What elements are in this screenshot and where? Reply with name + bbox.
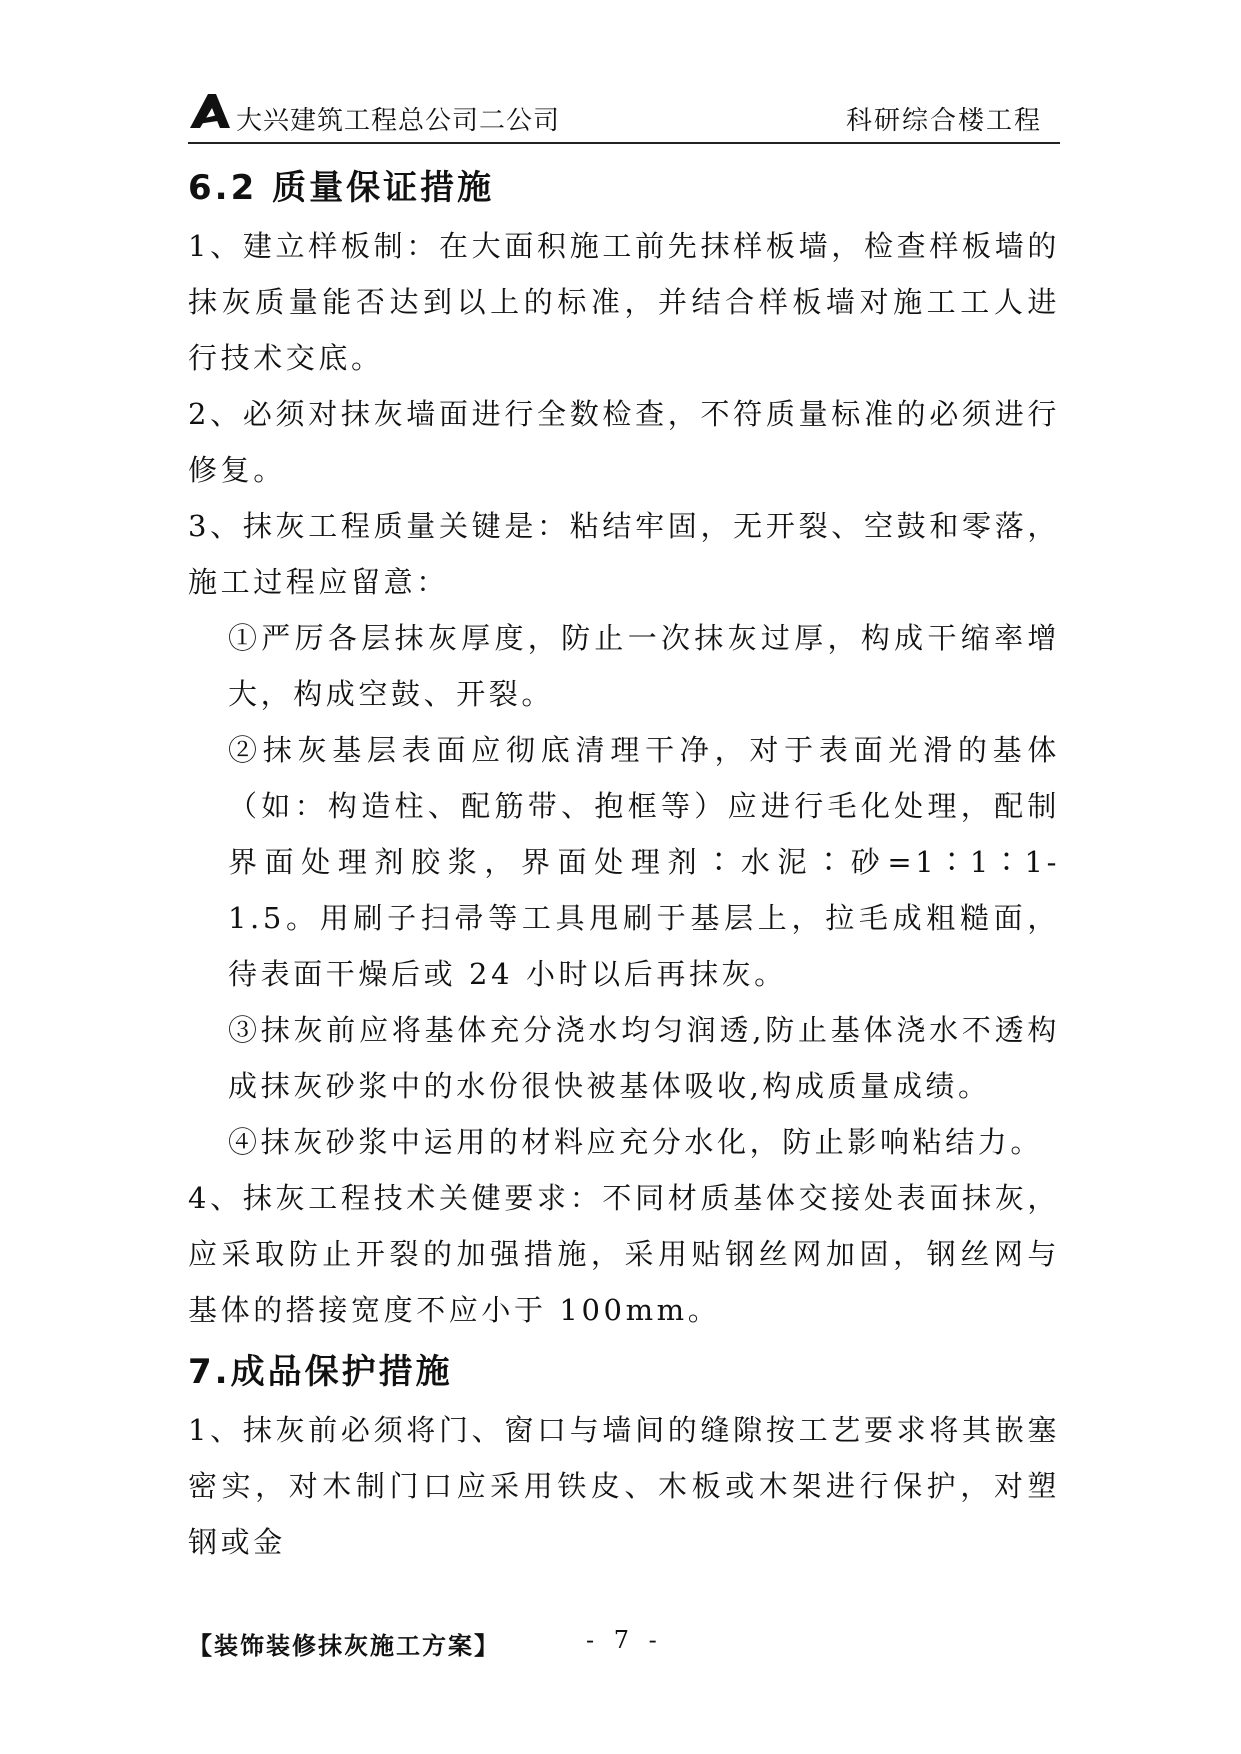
paragraph-2: 2、必须对抹灰墙面进行全数检查，不符质量标准的必须进行修复。 xyxy=(188,397,1060,487)
sub-item-1: ①严厉各层抹灰厚度，防止一次抹灰过厚，构成干缩率增大，构成空鼓、开裂。 xyxy=(228,621,1060,711)
page-header xyxy=(188,86,1060,144)
company-logo-icon xyxy=(188,92,232,130)
sub-item-2: ②抹灰基层表面应彻底清理干净，对于表面光滑的基体（如：构造柱、配筋带、抱框等）应进行毛化处理，配制界面处理剂胶浆，界面处理剂∶水泥∶砂=1∶1∶1-1.5。用刷子扫帚等工具甩刷于基层上，拉毛成粗糙面，待表面干燥后或 24 小时以后再抹灰。 xyxy=(228,733,1060,991)
sub-item-3: ③抹灰前应将基体充分浇水均匀润透,防止基体浇水不透构成抹灰砂浆中的水份很快被基体吸收,构成质量成绩。 xyxy=(228,1013,1060,1103)
section-heading-6-2: 6.2 质量保证措施 xyxy=(188,168,495,208)
section-heading-7: 7.成品保护措施 xyxy=(188,1352,453,1392)
project-name: 科研综合楼工程 xyxy=(845,106,1042,136)
footer-doc-title: 【装饰装修抹灰施工方案】 xyxy=(188,1632,500,1660)
paragraph-4: 4、抹灰工程技术关健要求：不同材质基体交接处表面抹灰，应采取防止开裂的加强措施，采用贴钢丝网加固，钢丝网与基体的搭接宽度不应小于 100mm。 xyxy=(188,1181,1060,1327)
page-body xyxy=(188,160,1060,1570)
paragraph-1: 1、建立样板制：在大面积施工前先抹样板墙，检查样板墙的抹灰质量能否达到以上的标准，并结合样板墙对施工工人进行技术交底。 xyxy=(188,229,1060,375)
page-number: - 7 - xyxy=(586,1626,663,1654)
sub-item-4: ④抹灰砂浆中运用的材料应充分水化，防止影响粘结力。 xyxy=(228,1125,1044,1159)
paragraph-7-1: 1、抹灰前必须将门、窗口与墙间的缝隙按工艺要求将其嵌塞密实，对木制门口应采用铁皮、木板或木架进行保护，对塑钢或金 xyxy=(188,1413,1060,1559)
company-name: 大兴建筑工程总公司二公司 xyxy=(236,106,561,136)
paragraph-3: 3、抹灰工程质量关键是：粘结牢固，无开裂、空鼓和零落，施工过程应留意： xyxy=(188,509,1060,599)
